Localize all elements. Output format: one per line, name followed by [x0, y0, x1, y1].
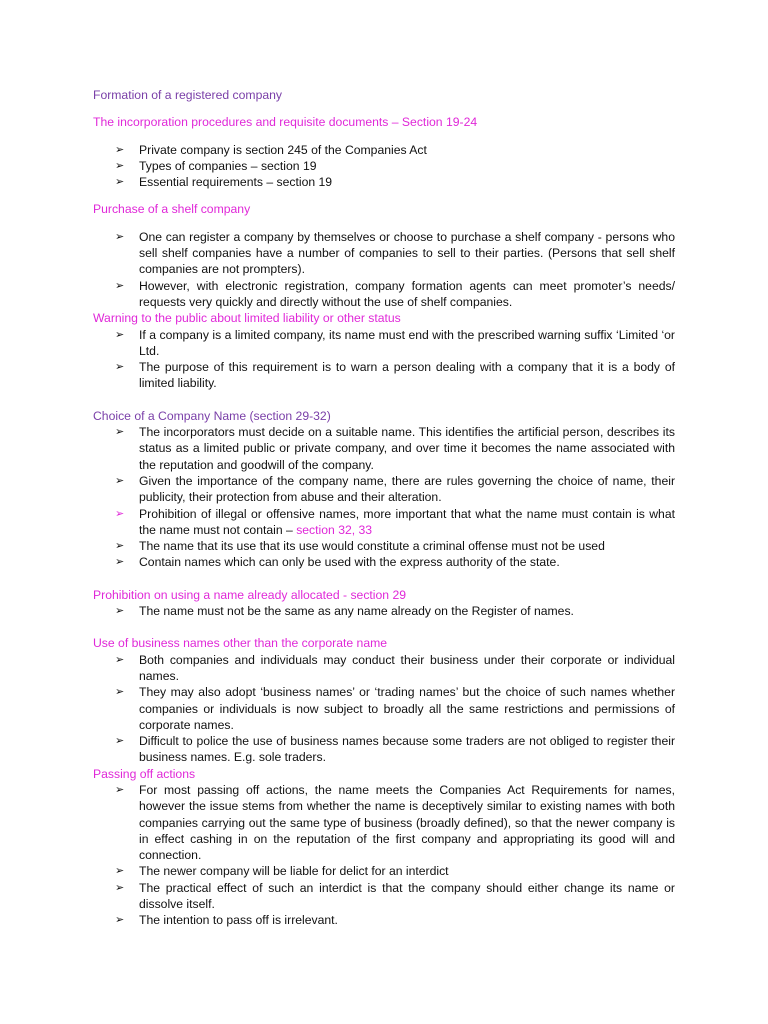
section-heading-business-names: Use of business names other than the corporate name [93, 636, 388, 651]
business-names-list [93, 652, 675, 766]
arrow-bullet-icon: ➢ [115, 230, 125, 243]
section-heading-shelf-company: Purchase of a shelf company [93, 202, 251, 217]
arrow-bullet-icon: ➢ [115, 605, 125, 618]
list-item: ➢ The practical effect of such an interdict is that the company should either change its name or dissolve itself. [115, 880, 675, 912]
arrow-bullet-icon: ➢ [115, 426, 125, 439]
section-reference: section 32, 33 [296, 522, 373, 537]
arrow-bullet-icon: ➢ [115, 279, 125, 292]
arrow-bullet-icon: ➢ [115, 176, 125, 189]
list-item: ➢ The intention to pass off is irrelevant. [115, 913, 338, 928]
arrow-bullet-icon: ➢ [115, 914, 125, 927]
prohibition-list [93, 603, 675, 619]
section-heading-warning: Warning to the public about limited liability or other status [93, 311, 401, 326]
arrow-bullet-icon: ➢ [115, 474, 125, 487]
arrow-bullet-icon: ➢ [115, 653, 125, 666]
shelf-company-list [93, 229, 675, 310]
arrow-bullet-icon: ➢ [115, 143, 125, 156]
list-item: ➢ For most passing off actions, the name meets the Companies Act Requirements for names, however the issue stems from whether the name is deceptively similar to existing names with both companies carrying out the same type of business (broadly defined), so that the newer company is in effect cashing in on the reputation of the first company and appropriating its good will and connection. [115, 782, 675, 863]
incorporation-list [93, 142, 675, 191]
warning-list [93, 327, 675, 392]
document-title: Formation of a registered company [93, 88, 282, 102]
list-item: ➢ The name that its use that its use would constitute a criminal offense must not be used [115, 539, 605, 554]
section-heading-company-name: Choice of a Company Name (section 29-32) [93, 408, 331, 423]
arrow-bullet-icon: ➢ [115, 735, 125, 748]
arrow-bullet-icon: ➢ [115, 865, 125, 878]
list-item: ➢ Contain names which can only be used with the express authority of the state. [115, 555, 560, 570]
list-item: ➢ The incorporators must decide on a suitable name. This identifies the artificial person, describes its status as a limited public or private company, and over time it becomes the name associated with the reputation and goodwill of the company. [115, 425, 675, 472]
arrow-bullet-icon: ➢ [115, 361, 125, 374]
arrow-bullet-icon: ➢ [115, 783, 125, 796]
section-heading-incorporation: The incorporation procedures and requisite documents – Section 19-24 [93, 115, 478, 130]
section-heading-passing-off: Passing off actions [93, 766, 196, 781]
list-item: ➢ However, with electronic registration, company formation agents can meet promoter’s needs/ requests very quickly and directly without the use of shelf companies. [115, 278, 675, 309]
list-item: ➢ The newer company will be liable for delict for an interdict [115, 864, 449, 879]
list-item: ➢ Essential requirements – section 19 [115, 175, 333, 190]
arrow-bullet-icon: ➢ [115, 540, 125, 553]
passing-off-list [93, 782, 675, 929]
arrow-bullet-icon: ➢ [115, 159, 125, 172]
list-item: ➢ Given the importance of the company name, there are rules governing the choice of name, their publicity, their protection from abuse and their alteration. [115, 473, 675, 505]
list-item: ➢ If a company is a limited company, its name must end with the prescribed warning suffix ‘Limited ‘or Ltd. [115, 327, 675, 358]
list-item: ➢ Private company is section 245 of the Companies Act [115, 142, 427, 157]
list-item: ➢ One can register a company by themselves or choose to purchase a shelf company - persons who sell shelf companies have a number of companies to sell to their parties. (Persons that sell shelf companies are not prompters). [115, 229, 675, 277]
list-item: ➢ Difficult to police the use of business names because some traders are not obliged to register their business names. E.g. sole traders. [115, 734, 675, 765]
arrow-bullet-icon: ➢ [115, 686, 125, 699]
list-item: ➢ The name must not be the same as any name already on the Register of names. [115, 604, 574, 619]
list-item: ➢ Both companies and individuals may conduct their business under their corporate or individual names. [115, 652, 675, 683]
arrow-bullet-icon: ➢ [115, 556, 125, 569]
document-body [93, 87, 675, 929]
list-item: ➢ Prohibition of illegal or offensive names, more important that what the name must contain is what the name must not contain – section 32, 33 [115, 506, 675, 537]
section-heading-prohibition: Prohibition on using a name already allocated - section 29 [93, 587, 407, 602]
company-name-list [93, 424, 675, 571]
arrow-bullet-icon: ➢ [115, 881, 125, 894]
list-item: ➢ They may also adopt ‘business names’ or ‘trading names’ but the choice of such names whether companies or individuals is now subject to broadly all the same restrictions and permissions of corporate names. [115, 685, 675, 732]
arrow-bullet-icon: ➢ [115, 328, 125, 341]
arrow-bullet-icon: ➢ [115, 507, 125, 520]
list-item: ➢ The purpose of this requirement is to warn a person dealing with a company that it is a body of limited liability. [115, 360, 675, 391]
list-item: ➢ Types of companies – section 19 [115, 158, 317, 173]
